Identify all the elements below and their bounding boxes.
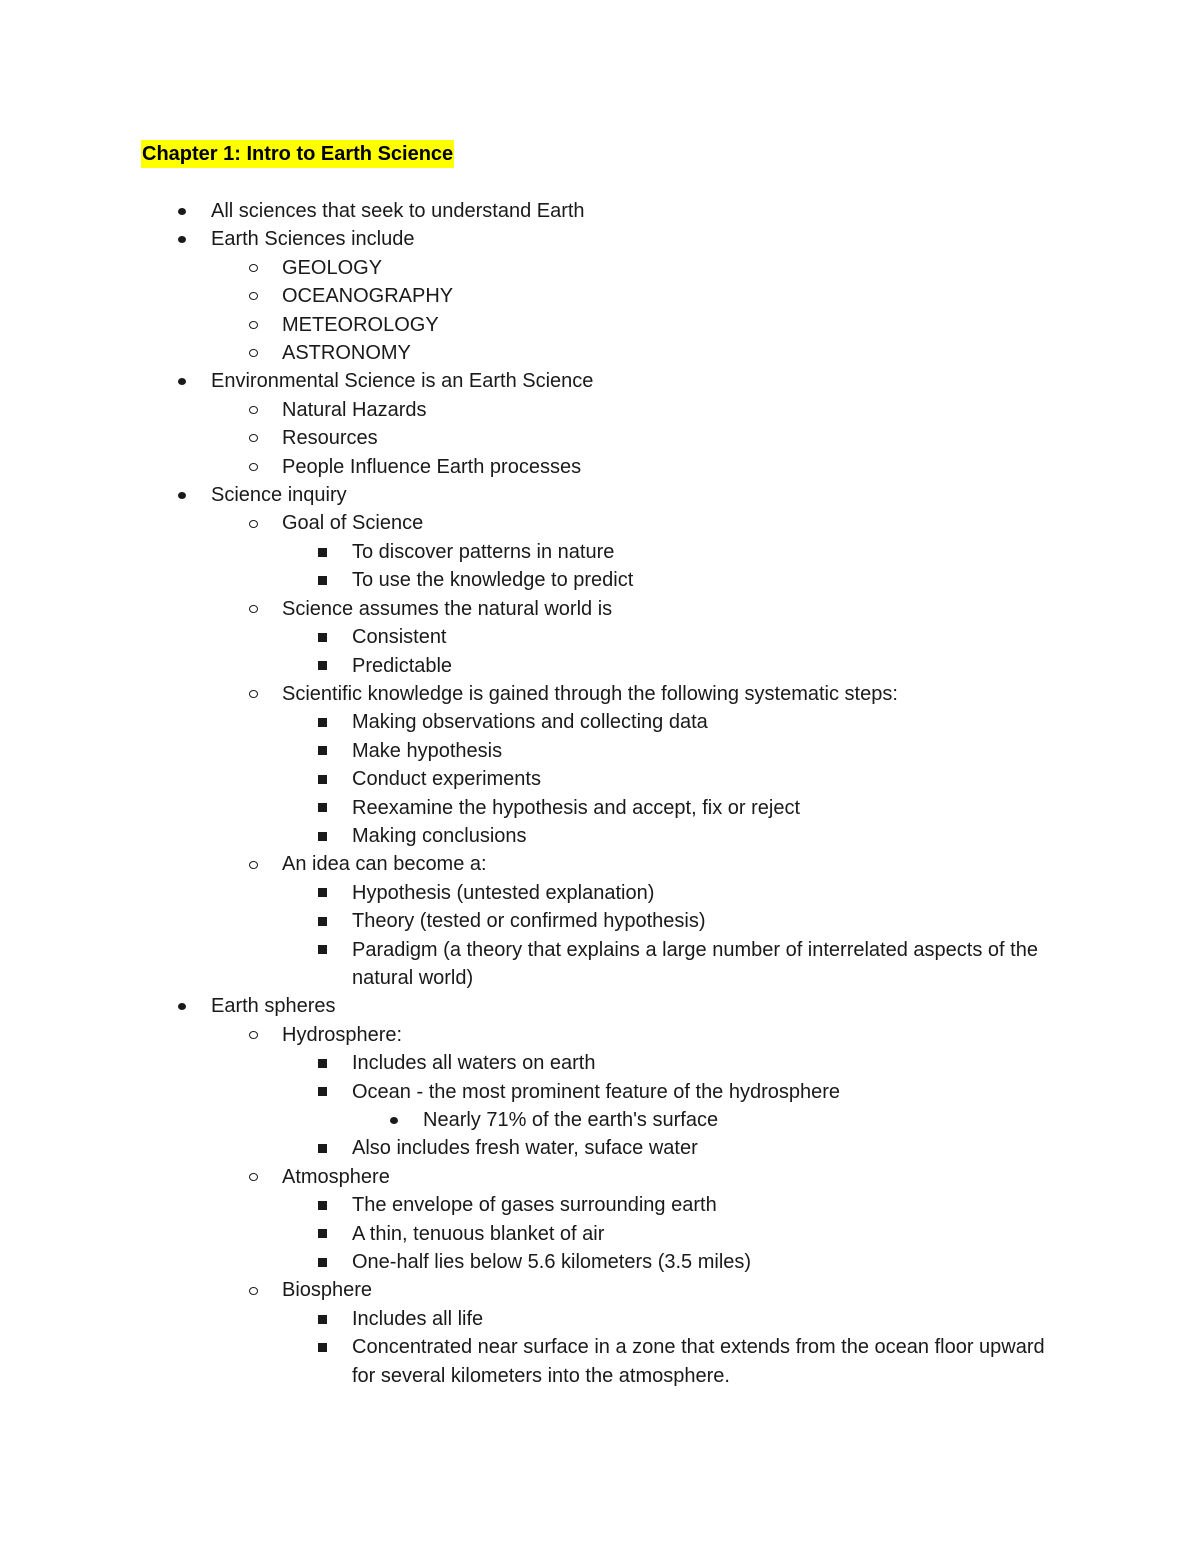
list-item-text: Also includes fresh water, suface water: [352, 1137, 698, 1160]
list-item: [0, 1134, 1072, 1162]
list-item-text: Theory (tested or confirmed hypothesis): [352, 910, 706, 933]
hollow-bullet-icon: [249, 1021, 258, 1049]
square-bullet-icon: [318, 1191, 327, 1219]
list-item: [0, 197, 1200, 225]
square-bullet-icon: [318, 737, 327, 765]
chapter-title: Chapter 1: Intro to Earth Science: [141, 140, 454, 168]
square-bullet-icon: [318, 652, 327, 680]
list-item: [0, 850, 1200, 878]
filled-bullet-icon: [178, 367, 186, 395]
list-item: [0, 339, 1200, 367]
list-item: [0, 1333, 1072, 1390]
hollow-bullet-icon: [249, 339, 258, 367]
hollow-bullet-icon: [249, 424, 258, 452]
square-bullet-icon: [318, 822, 327, 850]
square-bullet-icon: [318, 879, 327, 907]
list-item-text: Biosphere: [282, 1279, 373, 1302]
list-item: [0, 794, 1072, 822]
hollow-bullet-icon: [249, 595, 258, 623]
list-item: [0, 481, 1200, 509]
list-item: [0, 254, 1200, 282]
list-item: [0, 1191, 1072, 1219]
hollow-bullet-icon: [249, 311, 258, 339]
list-item-text: The envelope of gases surrounding earth: [352, 1194, 717, 1217]
list-item: [0, 822, 1072, 850]
list-item-text: Making conclusions: [352, 824, 527, 847]
list-item: [0, 1248, 1072, 1276]
filled-bullet-icon: [178, 225, 186, 253]
list-item: [0, 595, 1200, 623]
list-item: [0, 1305, 1072, 1333]
list-item-text: METEOROLOGY: [282, 313, 439, 336]
hollow-bullet-icon: [249, 453, 258, 481]
filled-bullet-icon: [178, 481, 186, 509]
list-item: [0, 453, 1200, 481]
list-item: [0, 538, 1072, 566]
notes-list: [0, 197, 1200, 1390]
square-bullet-icon: [318, 1248, 327, 1276]
list-item-text: Resources: [282, 427, 378, 450]
square-bullet-icon: [318, 623, 327, 651]
square-bullet-icon: [318, 907, 327, 935]
list-item: [0, 509, 1200, 537]
list-item-text: Hydrosphere:: [282, 1023, 403, 1046]
list-item: [0, 737, 1072, 765]
list-item-text: Making observations and collecting data: [352, 711, 708, 734]
list-item-text: Atmosphere: [282, 1165, 390, 1188]
list-item: [0, 765, 1072, 793]
square-bullet-icon: [318, 1333, 327, 1361]
hollow-bullet-icon: [249, 282, 258, 310]
list-item: [0, 623, 1072, 651]
square-bullet-icon: [318, 538, 327, 566]
list-item-text: Earth spheres: [211, 995, 336, 1018]
list-item: [0, 1220, 1072, 1248]
hollow-bullet-icon: [249, 509, 258, 537]
list-item: [0, 1049, 1072, 1077]
list-item-text: Hypothesis (untested explanation): [352, 881, 655, 904]
list-item-text: Includes all life: [352, 1307, 484, 1330]
filled-bullet-icon: [178, 992, 186, 1020]
list-item: [0, 1276, 1200, 1304]
list-item: [0, 311, 1200, 339]
list-item-text: Includes all waters on earth: [352, 1052, 596, 1075]
square-bullet-icon: [318, 566, 327, 594]
list-item-text: Scientific knowledge is gained through the following systematic steps:: [282, 682, 898, 705]
list-item: [0, 680, 1200, 708]
hollow-bullet-icon: [249, 850, 258, 878]
list-item-text: GEOLOGY: [282, 256, 383, 279]
list-item-text: Consistent: [352, 626, 447, 649]
list-item-text: To use the knowledge to predict: [352, 569, 634, 592]
list-item: [0, 1078, 1072, 1106]
list-item-text: To discover patterns in nature: [352, 540, 615, 563]
hollow-bullet-icon: [249, 396, 258, 424]
list-item-text: Predictable: [352, 654, 453, 677]
list-item-text: One-half lies below 5.6 kilometers (3.5 miles): [352, 1251, 752, 1274]
list-item: [0, 907, 1072, 935]
list-item: [0, 566, 1072, 594]
square-bullet-icon: [318, 765, 327, 793]
list-item: [0, 652, 1072, 680]
list-item: [0, 992, 1200, 1020]
square-bullet-icon: [318, 1134, 327, 1162]
list-item-text: Goal of Science: [282, 512, 424, 535]
square-bullet-icon: [318, 794, 327, 822]
square-bullet-icon: [318, 708, 327, 736]
list-item: [0, 424, 1200, 452]
list-item-text: Science assumes the natural world is: [282, 597, 613, 620]
square-bullet-icon: [318, 1078, 327, 1106]
list-item-text: All sciences that seek to understand Earth: [211, 200, 585, 222]
square-bullet-icon: [318, 1305, 327, 1333]
list-item: [0, 225, 1200, 253]
list-item-text: Paradigm (a theory that explains a large number of interrelated aspects of the natural world): [352, 938, 1038, 989]
list-item-text: Ocean - the most prominent feature of the hydrosphere: [352, 1080, 841, 1103]
list-item-text: Environmental Science is an Earth Science: [211, 370, 594, 393]
square-bullet-icon: [318, 936, 327, 964]
list-item-text: Earth Sciences include: [211, 228, 415, 251]
list-item-text: Reexamine the hypothesis and accept, fix or reject: [352, 796, 801, 819]
filled-bullet-icon: [178, 197, 186, 225]
square-bullet-icon: [318, 1220, 327, 1248]
list-item: [0, 1021, 1200, 1049]
list-item: [0, 708, 1072, 736]
list-item: [0, 936, 1072, 993]
list-item-text: People Influence Earth processes: [282, 455, 582, 478]
list-item: [0, 282, 1200, 310]
list-item: [0, 1106, 1200, 1134]
list-item: [0, 879, 1072, 907]
list-item: [0, 367, 1200, 395]
list-item: [0, 396, 1200, 424]
list-item-text: Concentrated near surface in a zone that extends from the ocean floor upward for several kilometers into the atmosphere.: [352, 1336, 1045, 1387]
list-item-text: ASTRONOMY: [282, 342, 411, 365]
hollow-bullet-icon: [249, 680, 258, 708]
list-item-text: Nearly 71% of the earth's surface: [423, 1109, 719, 1131]
list-item-text: Science inquiry: [211, 484, 347, 507]
list-item-text: An idea can become a:: [282, 853, 487, 876]
hollow-bullet-icon: [249, 254, 258, 282]
list-item-text: Make hypothesis: [352, 739, 503, 762]
list-item-text: Conduct experiments: [352, 768, 541, 791]
hollow-bullet-icon: [249, 1276, 258, 1304]
square-bullet-icon: [318, 1049, 327, 1077]
list-item-text: Natural Hazards: [282, 398, 427, 421]
list-item-text: A thin, tenuous blanket of air: [352, 1222, 605, 1245]
list-item: [0, 1163, 1200, 1191]
hollow-bullet-icon: [249, 1163, 258, 1191]
filled-bullet-icon: [390, 1106, 398, 1134]
list-item-text: OCEANOGRAPHY: [282, 285, 454, 308]
